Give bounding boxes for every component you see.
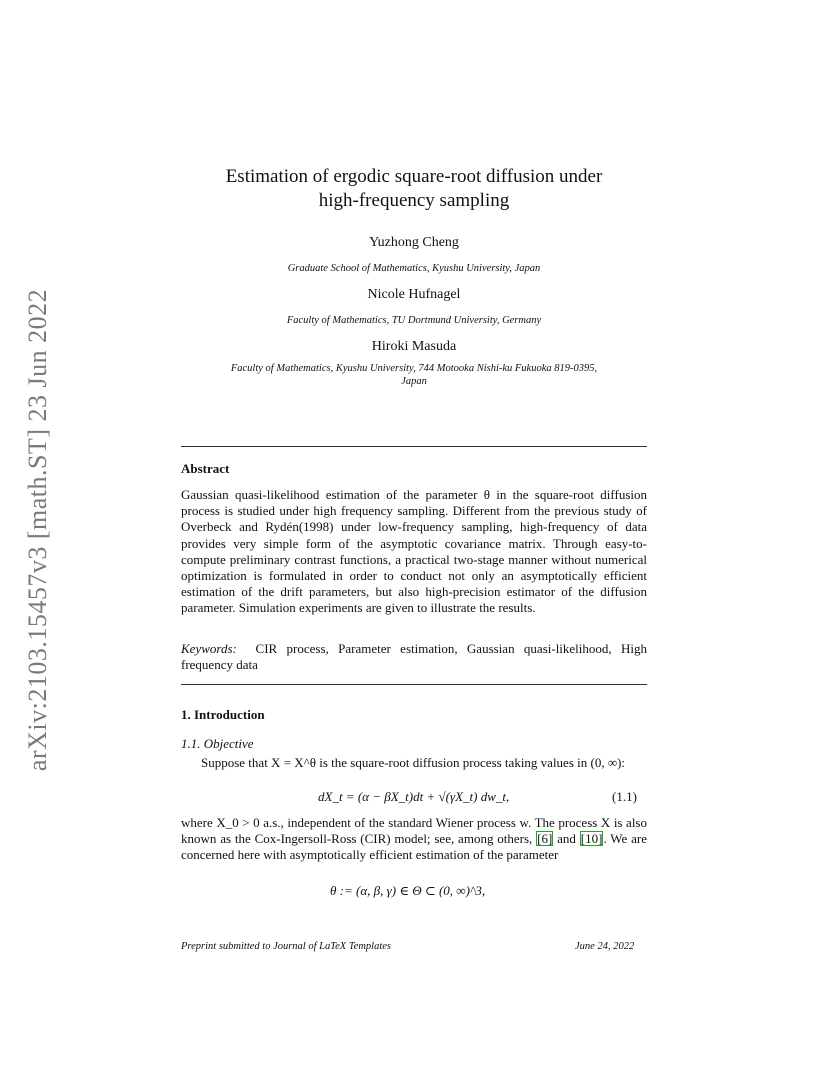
keywords <box>181 641 647 673</box>
body-paragraph-1: Suppose that X = X^θ is the square-root diffusion process taking values in (0, ∞): <box>201 755 626 770</box>
paper-title <box>181 165 647 213</box>
top-rule <box>181 446 647 447</box>
affiliation-line-2: Japan <box>401 376 427 387</box>
author-affiliation: Faculty of Mathematics, TU Dortmund University, Germany <box>286 315 542 326</box>
title-line-2: high-frequency sampling <box>318 190 510 211</box>
paragraph-text: where X_0 > 0 a.s., independent of the standard Wiener process w. The process X is also known as the Cox-Ingersoll-Ross (CIR) model; see, among others, <box>181 815 647 847</box>
affiliation-line-1: Faculty of Mathematics, Kyushu University, 744 Motooka Nishi-ku Fukuoka 819-0395, <box>230 363 598 374</box>
arxiv-sidebar-stamp <box>18 270 58 790</box>
citation-link[interactable]: [10] <box>580 831 603 847</box>
abstract-text: Gaussian quasi-likelihood estimation of the parameter θ in the square-root diffusion process is studied under high frequency sampling. Different from the previous study of Overbeck and Rydén(1998) under low-frequency sampling, high-frequency of data provides very simple form of the asymptotic covariance matrix. Through easy-to-compute preliminary contrast functions, a practical two-stage manner without numerical optimization is formulated in order to conduct not only an asymptotically efficient estimation of the drift parameters, but also high-precision estimator of the diffusion parameter. Simulation experiments are given to illustrate the results. <box>181 487 647 616</box>
abstract-heading: Abstract <box>181 461 230 476</box>
footer-journal: Preprint submitted to Journal of LaTeX Templates <box>181 941 392 952</box>
author-name: Nicole Hufnagel <box>367 287 461 302</box>
author-name: Hiroki Masuda <box>371 339 457 354</box>
subsection-heading: 1.1. Objective <box>181 736 254 751</box>
keywords-label: Keywords: <box>181 641 237 656</box>
body-paragraph-2 <box>181 815 647 864</box>
footer-date: June 24, 2022 <box>575 941 635 952</box>
equation-theta: θ := (α, β, γ) ∈ Θ ⊂ (0, ∞)^3, <box>330 883 486 898</box>
keywords-list: CIR process, Parameter estimation, Gaussian quasi-likelihood, High frequency data <box>181 641 648 673</box>
author-affiliation <box>170 362 658 388</box>
author-name: Yuzhong Cheng <box>369 235 459 250</box>
equation-number: (1.1) <box>612 789 637 804</box>
equation-1-1: dX_t = (α − βX_t)dt + √(γX_t) dw_t, <box>318 789 510 804</box>
title-line-1: Estimation of ergodic square-root diffusion under <box>225 166 603 187</box>
arxiv-identifier: arXiv:2103.15457v3 [math.ST] 23 Jun 2022 <box>23 288 52 772</box>
bottom-rule <box>181 684 647 685</box>
citation-link[interactable]: [6] <box>537 831 553 847</box>
author-affiliation: Graduate School of Mathematics, Kyushu University, Japan <box>287 263 541 274</box>
paragraph-text: . We are concerned here with asymptotically efficient estimation of the parameter <box>181 831 648 863</box>
paragraph-text: and <box>557 831 576 847</box>
section-heading: 1. Introduction <box>181 707 265 722</box>
